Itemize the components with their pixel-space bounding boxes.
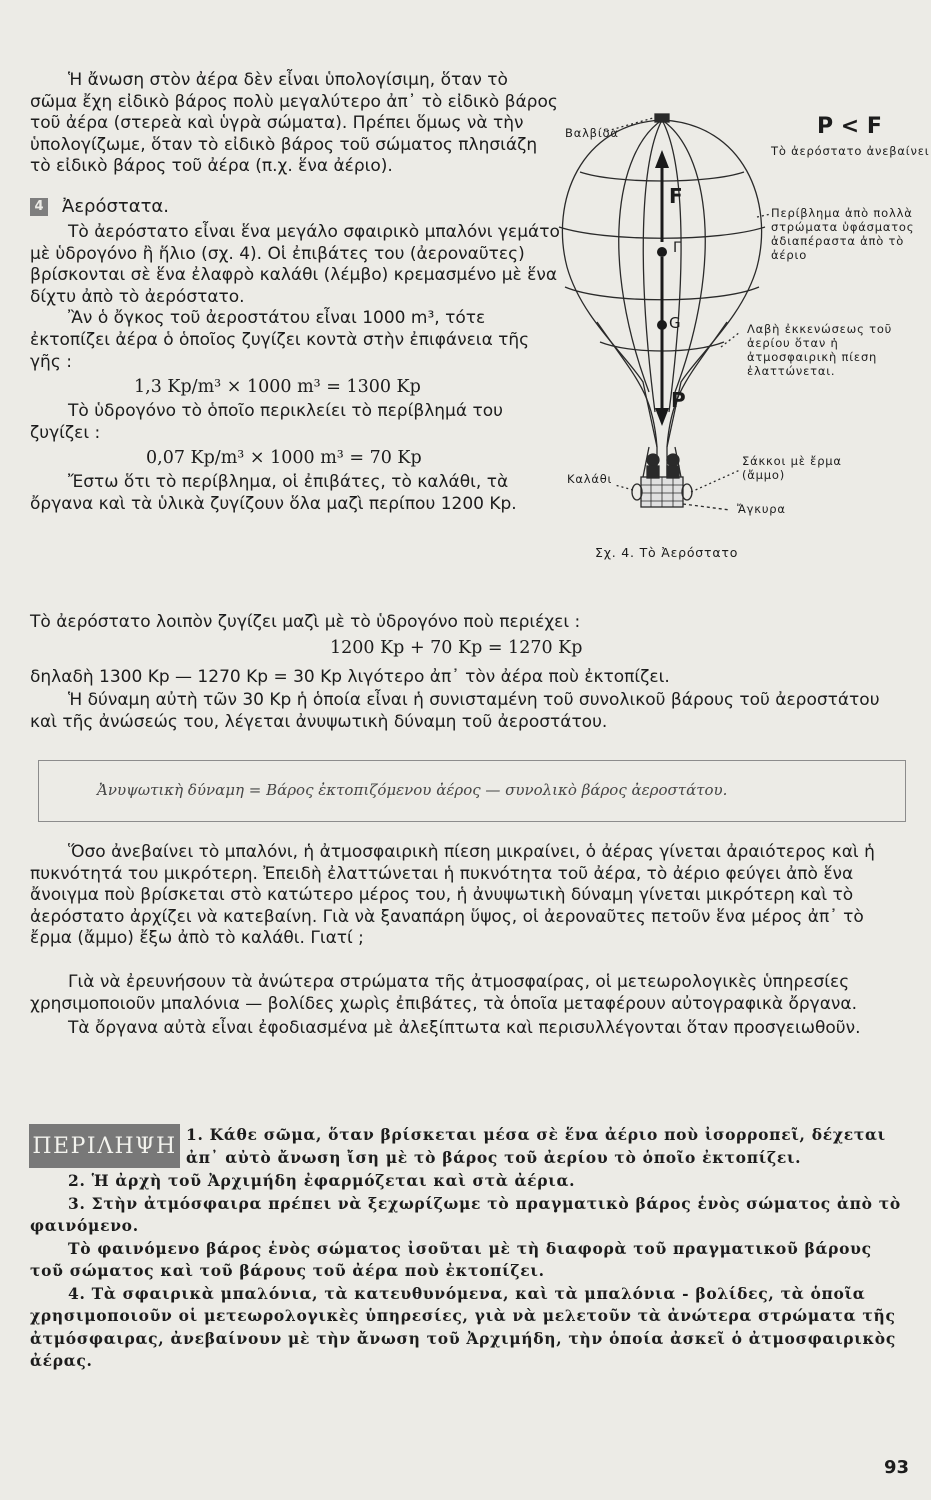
label-balloon-rises: Τὸ ἀερόστατο ἀνεβαίνει bbox=[771, 144, 930, 158]
section-title: Ἀερόστατα. bbox=[62, 195, 170, 217]
equation-hydrogen-weight: 0,07 Kp/m³ × 1000 m³ = 70 Kp bbox=[146, 448, 422, 469]
paragraph-altitude: Ὅσο ἀνεβαίνει τὸ μπαλόνι, ἡ ἀτμοσφαιρικὴ πίεση μικραίνει, ὁ ἀέρας γίνεται ἀραιότερος καὶ ἡ πυκνότητά του μικρότερη. Ἐπειδὴ ἐλαττώνεται ἡ πυκνότητα τοῦ ἀέρα, τὸ ἀέριο φεύγει ἀπὸ ἕνα ἄνοιγμα ποὺ βρίσκεται στὸ κατώτερο μέρος του, ἡ ἀνυψωτικὴ δύναμη γίνεται μικρότερη καὶ τὸ ἀερόστατο ἀρχίζει νὰ κατεβαίνη. Γιὰ νὰ ξαναπάρη ὕψος, οἱ ἀεροναῦτες πετοῦν ἕνα μέρος ἀπ᾽ τὸ ἔρμα (ἄμμο) ἔξω ἀπὸ τὸ καλάθι. Γιατί ; bbox=[30, 842, 875, 949]
summary-tag: ΠΕΡΙΛΗΨΗ bbox=[29, 1124, 180, 1168]
vector-p-label: P bbox=[671, 388, 686, 412]
summary-item-1: 1. Κάθε σῶμα, ὅταν βρίσκεται μέσα σὲ ἕνα ἀέριο ποὺ ἰσορροπεῖ, δέχεται ἀπ᾽ αὐτὸ ἄνωση ἴση μὲ τὸ βάρος τοῦ ἀερίου τὸ ὁποῖο ἐκτοπίζει. bbox=[186, 1125, 886, 1167]
definition-lift-force: Ἀνυψωτικὴ δύναμη = Βάρος ἐκτοπιζόμενου ἀέρος — συνολικὸ βάρος ἀεροστάτου. bbox=[97, 781, 728, 799]
section-heading bbox=[30, 196, 560, 218]
paragraph-volume: Ἂν ὁ ὄγκος τοῦ ἀεροστάτου εἶναι 1000 m³, τότε ἐκτοπίζει ἀέρα ὁ ὁποῖος ζυγίζει κοντὰ στὴν ἐπιφάνεια τῆς γῆς : bbox=[30, 308, 530, 372]
label-envelope: Περίβλημα ἀπὸ πολλὰ στρώματα ὑφάσματος ἀδιαπέραστα ἀπὸ τὸ ἀέριο bbox=[771, 206, 915, 262]
paragraph-weather-balloons: Γιὰ νὰ ἐρευνήσουν τὰ ἀνώτερα στρώματα τῆς ἀτμοσφαίρας, οἱ μετεωρολογικὲς ὑπηρεσίες χρησιμοποιοῦν μπαλόνια — βολίδες χωρὶς ἐπιβάτες, τὰ ὁποῖα μεταφέρουν αὐτογραφικὰ ὄργανα. bbox=[30, 972, 858, 1014]
label-anchor: Ἄγκυρα bbox=[737, 502, 786, 516]
equation-total-weight: 1200 Kp + 70 Kp = 1270 Kp bbox=[330, 638, 583, 658]
paragraph-difference: δηλαδὴ 1300 Kp — 1270 Kp = 30 Kp λιγότερο ἀπ᾽ τὸν ἀέρα ποὺ ἐκτοπίζει. bbox=[30, 667, 670, 687]
paragraph-total-equipment: Ἔστω ὅτι τὸ περίβλημα, οἱ ἐπιβάτες, τὸ καλάθι, τὰ ὄργανα καὶ τὰ ὑλικὰ ζυγίζουν ὅλα μαζὶ περίπου 1200 Kp. bbox=[30, 472, 517, 514]
summary-item-3-cont: Τὸ φαινόμενο βάρος ἑνὸς σώματος ἰσοῦται μὲ τὴ διαφορὰ τοῦ πραγματικοῦ βάρους τοῦ σώματος καὶ τοῦ βάρους τοῦ ἀέρα ποὺ ἐκτοπίζει. bbox=[30, 1238, 872, 1280]
summary-item-4: 4. Τὰ σφαιρικὰ μπαλόνια, τὰ κατευθυνόμενα, καὶ τὰ μπαλόνια - βολίδες, τὰ ὁποῖα χρησιμοποιοῦν οἱ μετεωρολογικὲς ὑπηρεσίες, γιὰ νὰ μελετοῦν τὰ ἀνώτερα στρώματα τῆς ἀτμόσφαιρας, ἀνεβαίνουν μὲ τὴν ἄνωση τοῦ Ἀρχιμήδη, τὴν ὁποία ἀσκεῖ ὁ ἀτμοσφαιρικὸς ἀέρας. bbox=[30, 1283, 896, 1370]
summary-list bbox=[30, 1170, 910, 1373]
paragraph-parachutes: Τὰ ὄργανα αὐτὰ εἶναι ἐφοδιασμένα μὲ ἀλεξίπτωτα καὶ περισυλλέγονται ὅταν προσγειωθοῦν. bbox=[68, 1018, 861, 1038]
paragraph-hydrogen: Τὸ ὑδρογόνο τὸ ὁποῖο περικλείει τὸ περίβλημά του ζυγίζει : bbox=[30, 401, 503, 443]
left-column bbox=[30, 70, 560, 516]
equation-displaced-air: 1,3 Kp/m³ × 1000 m³ = 1300 Kp bbox=[134, 377, 421, 398]
definition-box bbox=[38, 760, 906, 822]
page-number: 93 bbox=[883, 1457, 909, 1478]
label-sand-bags: Σάκκοι μὲ ἔρμα (ἄμμο) bbox=[742, 454, 842, 482]
paragraph-lift-force: Ἡ δύναμη αὐτὴ τῶν 30 Kp ἡ ὁποία εἶναι ἡ συνισταμένη τοῦ συνολικοῦ βάρους τοῦ ἀεροστάτου καὶ τῆς ἀνώσεώς του, λέγεται ἀνυψωτικὴ δύναμη τοῦ ἀεροστάτου. bbox=[30, 690, 880, 732]
balloon-figure bbox=[545, 92, 931, 562]
paragraph-balloon-description: Τὸ ἀερόστατο εἶναι ἕνα μεγάλο σφαιρικὸ μπαλόνι γεμάτο μὲ ὑδρογόνο ἢ ἥλιο (σχ. 4). Οἱ ἐπιβάτες του (ἀεροναῦτες) βρίσκονται σὲ ἕνα ἐλαφρὸ καλάθι (λέμβο) κρεμασμένο μὲ ἕνα δίχτυ ἀπὸ τὸ ἀερόστατο. bbox=[30, 221, 560, 307]
label-valve: Βαλβίδα bbox=[565, 126, 619, 140]
point-gamma-label: Γ bbox=[673, 240, 681, 256]
vector-f-label: F bbox=[669, 184, 683, 208]
section-number: 4 bbox=[30, 198, 48, 216]
point-g-label: G bbox=[669, 314, 681, 332]
paragraph-buoyancy-intro: Ἡ ἄνωση στὸν ἀέρα δὲν εἶναι ὑπολογίσιμη, ὅταν τὸ σῶμα ἔχη εἰδικὸ βάρος πολὺ μεγαλύτερο ἀπ᾽ τὸ εἰδικὸ βάρος τοῦ ἀέρα (στερεὰ καὶ ὑγρὰ σώματα). Πρέπει ὅμως νὰ τὴν ὑπολογίζωμε, ὅταν τὸ εἰδικὸ βάρος τοῦ σώματος πλησιάζη τὸ εἰδικὸ βάρος τοῦ ἀέρα (π.χ. ἕνα ἀέριο). bbox=[30, 70, 558, 177]
figure-caption: Σχ. 4. Τὸ Ἀερόστατο bbox=[595, 545, 739, 560]
label-gas-outlet: Λαβὴ ἐκκενώσεως τοῦ ἀερίου ὅταν ἡ ἀτμοσφαιρικὴ πίεση ἐλαττώνεται. bbox=[747, 322, 893, 378]
summary-item-3: 3. Στὴν ἀτμόσφαιρα πρέπει νὰ ξεχωρίζωμε τὸ πραγματικὸ βάρος ἑνὸς σώματος ἀπὸ τὸ φαινόμενο. bbox=[30, 1193, 901, 1235]
label-p-less-than-f: P < F bbox=[817, 114, 882, 139]
paragraph-total-weight: Τὸ ἀερόστατο λοιπὸν ζυγίζει μαζὶ μὲ τὸ ὑδρογόνο ποὺ περιέχει : bbox=[30, 612, 581, 632]
summary-item-2: 2. Ἡ ἀρχὴ τοῦ Ἀρχιμήδη ἐφαρμόζεται καὶ στὰ ἀέρια. bbox=[68, 1171, 576, 1190]
label-basket: Καλάθι bbox=[567, 472, 613, 486]
